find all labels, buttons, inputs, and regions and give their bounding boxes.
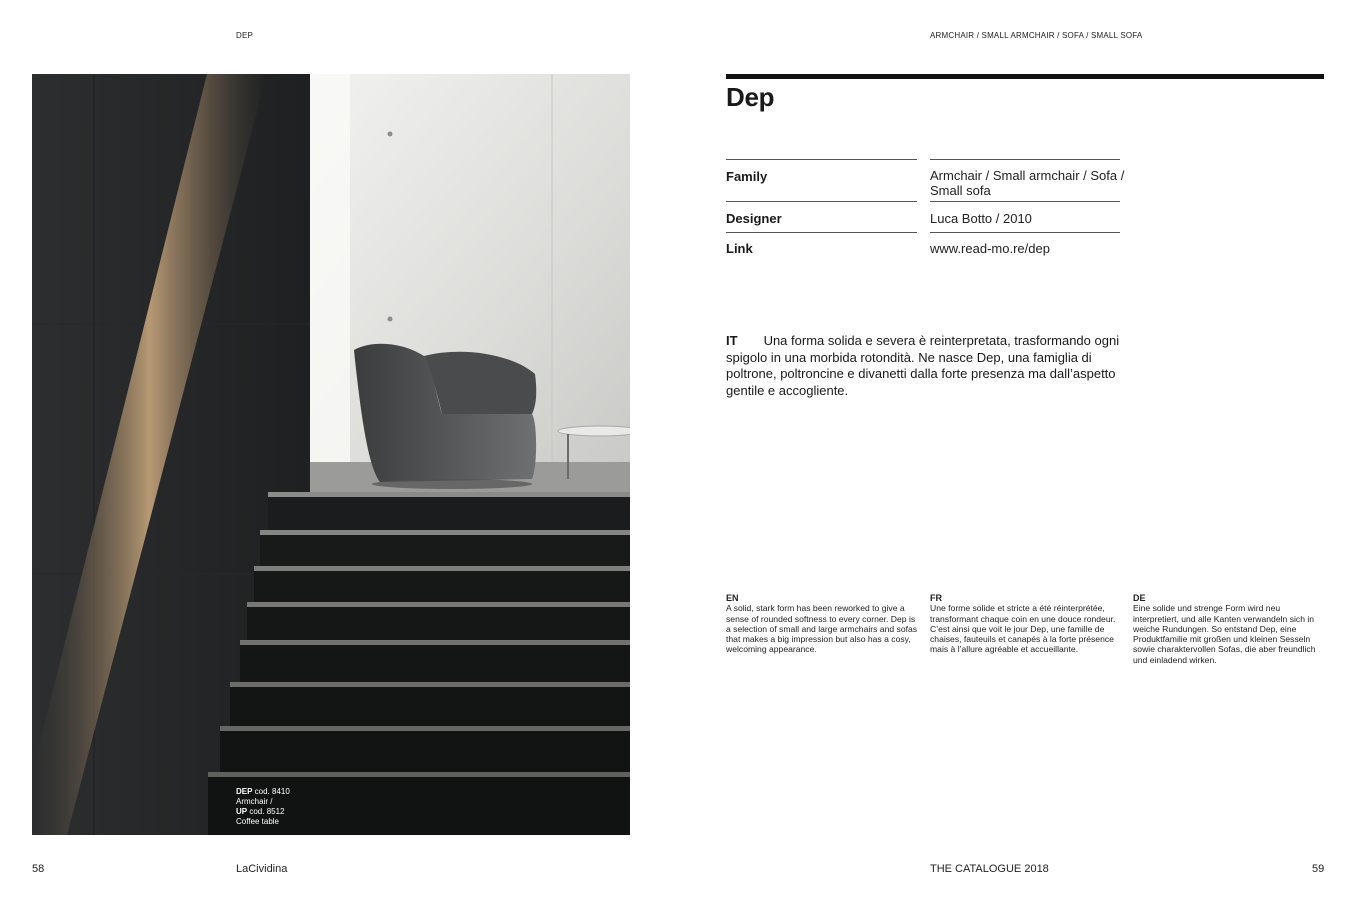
footer-catalogue: THE CATALOGUE 2018: [930, 863, 1049, 875]
spec-rule: [726, 232, 917, 233]
photo-caption: [236, 787, 290, 827]
spec-rule: [726, 201, 917, 202]
page-number-left: 58: [32, 863, 45, 875]
spec-value-link[interactable]: www.read-mo.re/dep: [930, 241, 1050, 256]
product-title: Dep: [726, 82, 775, 112]
description-de-text: Eine solide und strenge Form wird neu interpretiert, und alle Kanten verwandeln sich in weiche Rundungen. So entstand Dep, eine Produktfamilie mit großen und kleinen Sesseln sowie charaktervollen Sofas, die aber freundlich und einladend wirken.: [1133, 603, 1316, 665]
spec-label-family: Family: [726, 169, 768, 184]
spec-rule: [930, 159, 1120, 160]
lang-code-it: IT: [726, 333, 738, 348]
running-header-right: ARMCHAIR / SMALL ARMCHAIR / SOFA / SMALL SOFA: [930, 31, 1143, 40]
armchair-shape: [354, 344, 536, 489]
description-it-text: Una forma solida e severa è reinterpretata, trasformando ogni spigolo in una morbida rotondità. Ne nasce Dep, una famiglia di poltrone, poltroncine e divanetti dalla forte presenza ma dall’aspetto gentile e accogliente.: [726, 333, 1120, 398]
description-en-text: A solid, stark form has been reworked to give a sense of rounded softness to every corner. Dep is a selection of small and large armchairs and sofas that makes a big impression but also has a cosy, welcoming appearance.: [726, 603, 918, 655]
title-rule: [726, 74, 1324, 79]
caption-table-code: cod. 8512: [247, 807, 285, 816]
spec-label-link: Link: [726, 241, 753, 256]
lang-code-de: DE: [1133, 593, 1146, 603]
description-en: [726, 593, 918, 655]
page-number-right: 59: [1312, 863, 1325, 875]
spec-value-family-line1: Armchair / Small armchair / Sofa /: [930, 168, 1125, 183]
description-de: [1133, 593, 1325, 665]
caption-product-name: DEP: [236, 787, 253, 796]
spec-value-designer: Luca Botto / 2010: [930, 211, 1032, 226]
footer-brand: LaCividina: [236, 863, 288, 875]
caption-product-type: Armchair /: [236, 797, 273, 806]
spec-rule: [930, 201, 1120, 202]
spec-label-designer: Designer: [726, 211, 782, 226]
lang-code-en: EN: [726, 593, 739, 603]
caption-table-name: UP: [236, 807, 248, 816]
spec-rule: [930, 232, 1120, 233]
caption-product-code: cod. 8410: [252, 787, 290, 796]
lang-code-fr: FR: [930, 593, 942, 603]
description-fr-text: Une forme solide et stricte a été réinterprétée, transformant chaque coin en une douce rondeur. C’est ainsi que voit le jour Dep, une famille de chaises, fauteuils et canapés à la forte présence mais à l’allure agréable et accueillante.: [930, 603, 1116, 655]
spec-value-family-line2: Small sofa: [930, 183, 991, 198]
spec-rule: [726, 159, 917, 160]
caption-table-type: Coffee table: [236, 817, 279, 826]
product-photo: [32, 74, 630, 835]
running-header-left: DEP: [236, 31, 254, 40]
description-it: [726, 333, 1126, 399]
photo-illustration: [32, 74, 630, 835]
spec-value-family: [930, 168, 1124, 198]
description-fr: [930, 593, 1122, 655]
